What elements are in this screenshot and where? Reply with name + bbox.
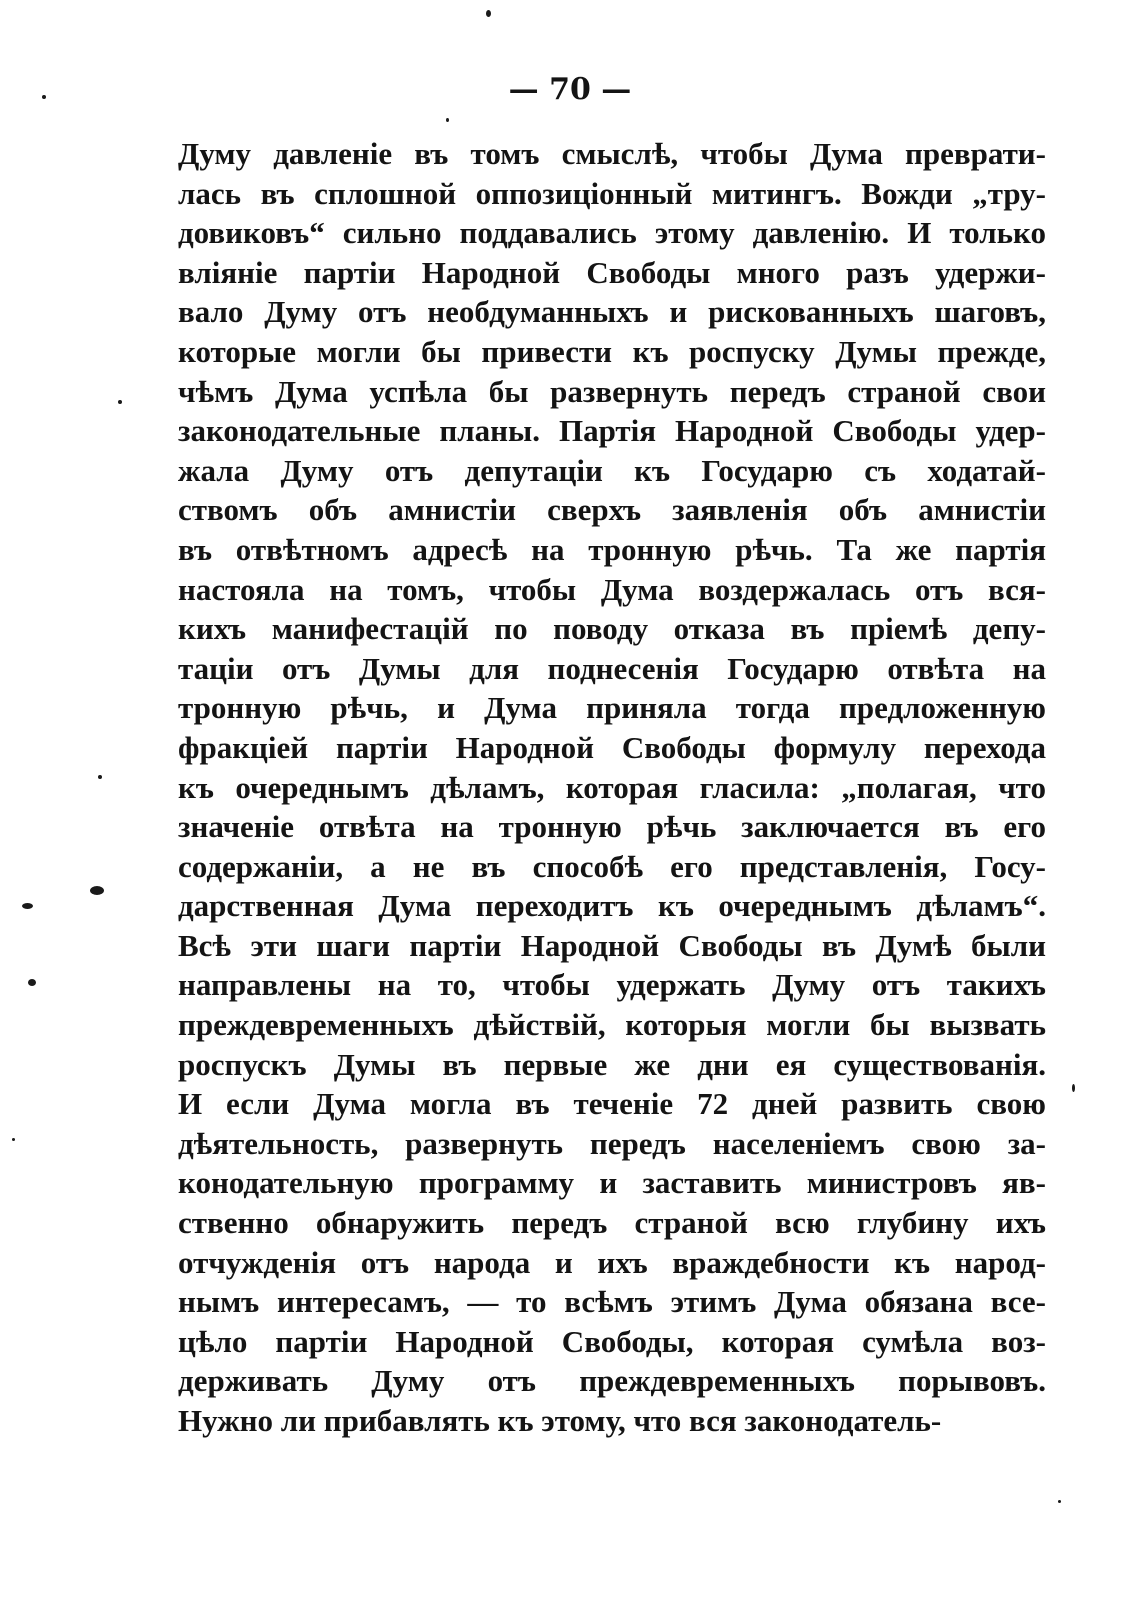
text-line: вало Думу отъ необдуманныхъ и рискованныхъ шаговъ, xyxy=(178,294,1046,330)
text-line: въ отвѣтномъ адресѣ на тронную рѣчь. Та же партія xyxy=(178,531,1046,567)
text-line: роспускъ Думы въ первые же дни ея существованія. xyxy=(178,1046,1046,1082)
text-line: И если Дума могла въ теченіе 72 дней развить свою xyxy=(178,1086,1046,1122)
text-line: держивать Думу отъ преждевременныхъ порывовъ. xyxy=(178,1363,1046,1399)
text-line: тронную рѣчь, и Дума приняла тогда предложенную xyxy=(178,690,1046,726)
scan-speck xyxy=(22,903,33,909)
text-line: которые могли бы привести къ роспуску Думы прежде, xyxy=(178,333,1046,369)
body-text xyxy=(178,134,1046,1441)
text-line: фракціей партіи Народной Свободы формулу перехода xyxy=(178,729,1046,765)
scan-speck xyxy=(28,979,36,986)
text-line: къ очереднымъ дѣламъ, которая гласила: „полагая, что xyxy=(178,769,1046,805)
text-line: цѣло партіи Народной Свободы, которая сумѣла воз- xyxy=(178,1323,1046,1359)
scan-speck xyxy=(118,400,122,404)
text-line: направлены на то, чтобы удержать Думу отъ такихъ xyxy=(178,967,1046,1003)
text-line: содержаніи, а не въ способѣ его представленія, Госу- xyxy=(178,848,1046,884)
text-line: Всѣ эти шаги партіи Народной Свободы въ Думѣ были xyxy=(178,927,1046,963)
text-line: вліяніе партіи Народной Свободы много разъ удержи- xyxy=(178,254,1046,290)
page-number: — 70 — xyxy=(508,72,632,107)
scan-speck xyxy=(1058,1500,1061,1503)
text-line: таціи отъ Думы для поднесенія Государю отвѣта на xyxy=(178,650,1046,686)
scan-speck xyxy=(486,10,491,17)
scan-speck xyxy=(90,886,104,895)
text-line: кихъ манифестацій по поводу отказа въ пріемѣ депу- xyxy=(178,611,1046,647)
text-line: отчужденія отъ народа и ихъ враждебности къ народ- xyxy=(178,1244,1046,1280)
text-line: дѣятельность, развернуть передъ населеніемъ свою за- xyxy=(178,1125,1046,1161)
scan-speck xyxy=(42,95,46,99)
text-line: Нужно ли прибавлять къ этому, что вся законодатель- xyxy=(178,1403,942,1438)
text-line: ственно обнаружить передъ страной всю глубину ихъ xyxy=(178,1205,1046,1241)
text-line: лась въ сплошной оппозиціонный митингъ. Вожди „тру- xyxy=(178,175,1046,211)
scan-speck xyxy=(98,775,102,779)
text-line: значеніе отвѣта на тронную рѣчь заключается въ его xyxy=(178,809,1046,845)
scan-speck xyxy=(446,118,449,122)
text-line: настояла на томъ, чтобы Дума воздержалась отъ вся- xyxy=(178,571,1046,607)
text-line: Думу давленіе въ томъ смыслѣ, чтобы Дума преврати- xyxy=(178,136,1046,171)
text-line: ствомъ объ амнистіи сверхъ заявленія объ амнистіи xyxy=(178,492,1046,528)
text-line: преждевременныхъ дѣйствій, которыя могли бы вызвать xyxy=(178,1007,1046,1043)
text-line: дарственная Дума переходитъ къ очереднымъ дѣламъ“. xyxy=(178,888,1046,924)
text-line: законодательные планы. Партія Народной Свободы удер- xyxy=(178,413,1046,449)
scan-speck xyxy=(1072,1084,1075,1092)
scan-speck xyxy=(12,1138,15,1141)
text-line: конодательную программу и заставить министровъ яв- xyxy=(178,1165,1046,1201)
text-line: жала Думу отъ депутаціи къ Государю съ ходатай- xyxy=(178,452,1046,488)
text-line: нымъ интересамъ, — то всѣмъ этимъ Дума обязана все- xyxy=(178,1284,1046,1320)
text-line: довиковъ“ сильно поддавались этому давленію. И только xyxy=(178,215,1046,251)
text-line: чѣмъ Дума успѣла бы развернуть передъ страной свои xyxy=(178,373,1046,409)
